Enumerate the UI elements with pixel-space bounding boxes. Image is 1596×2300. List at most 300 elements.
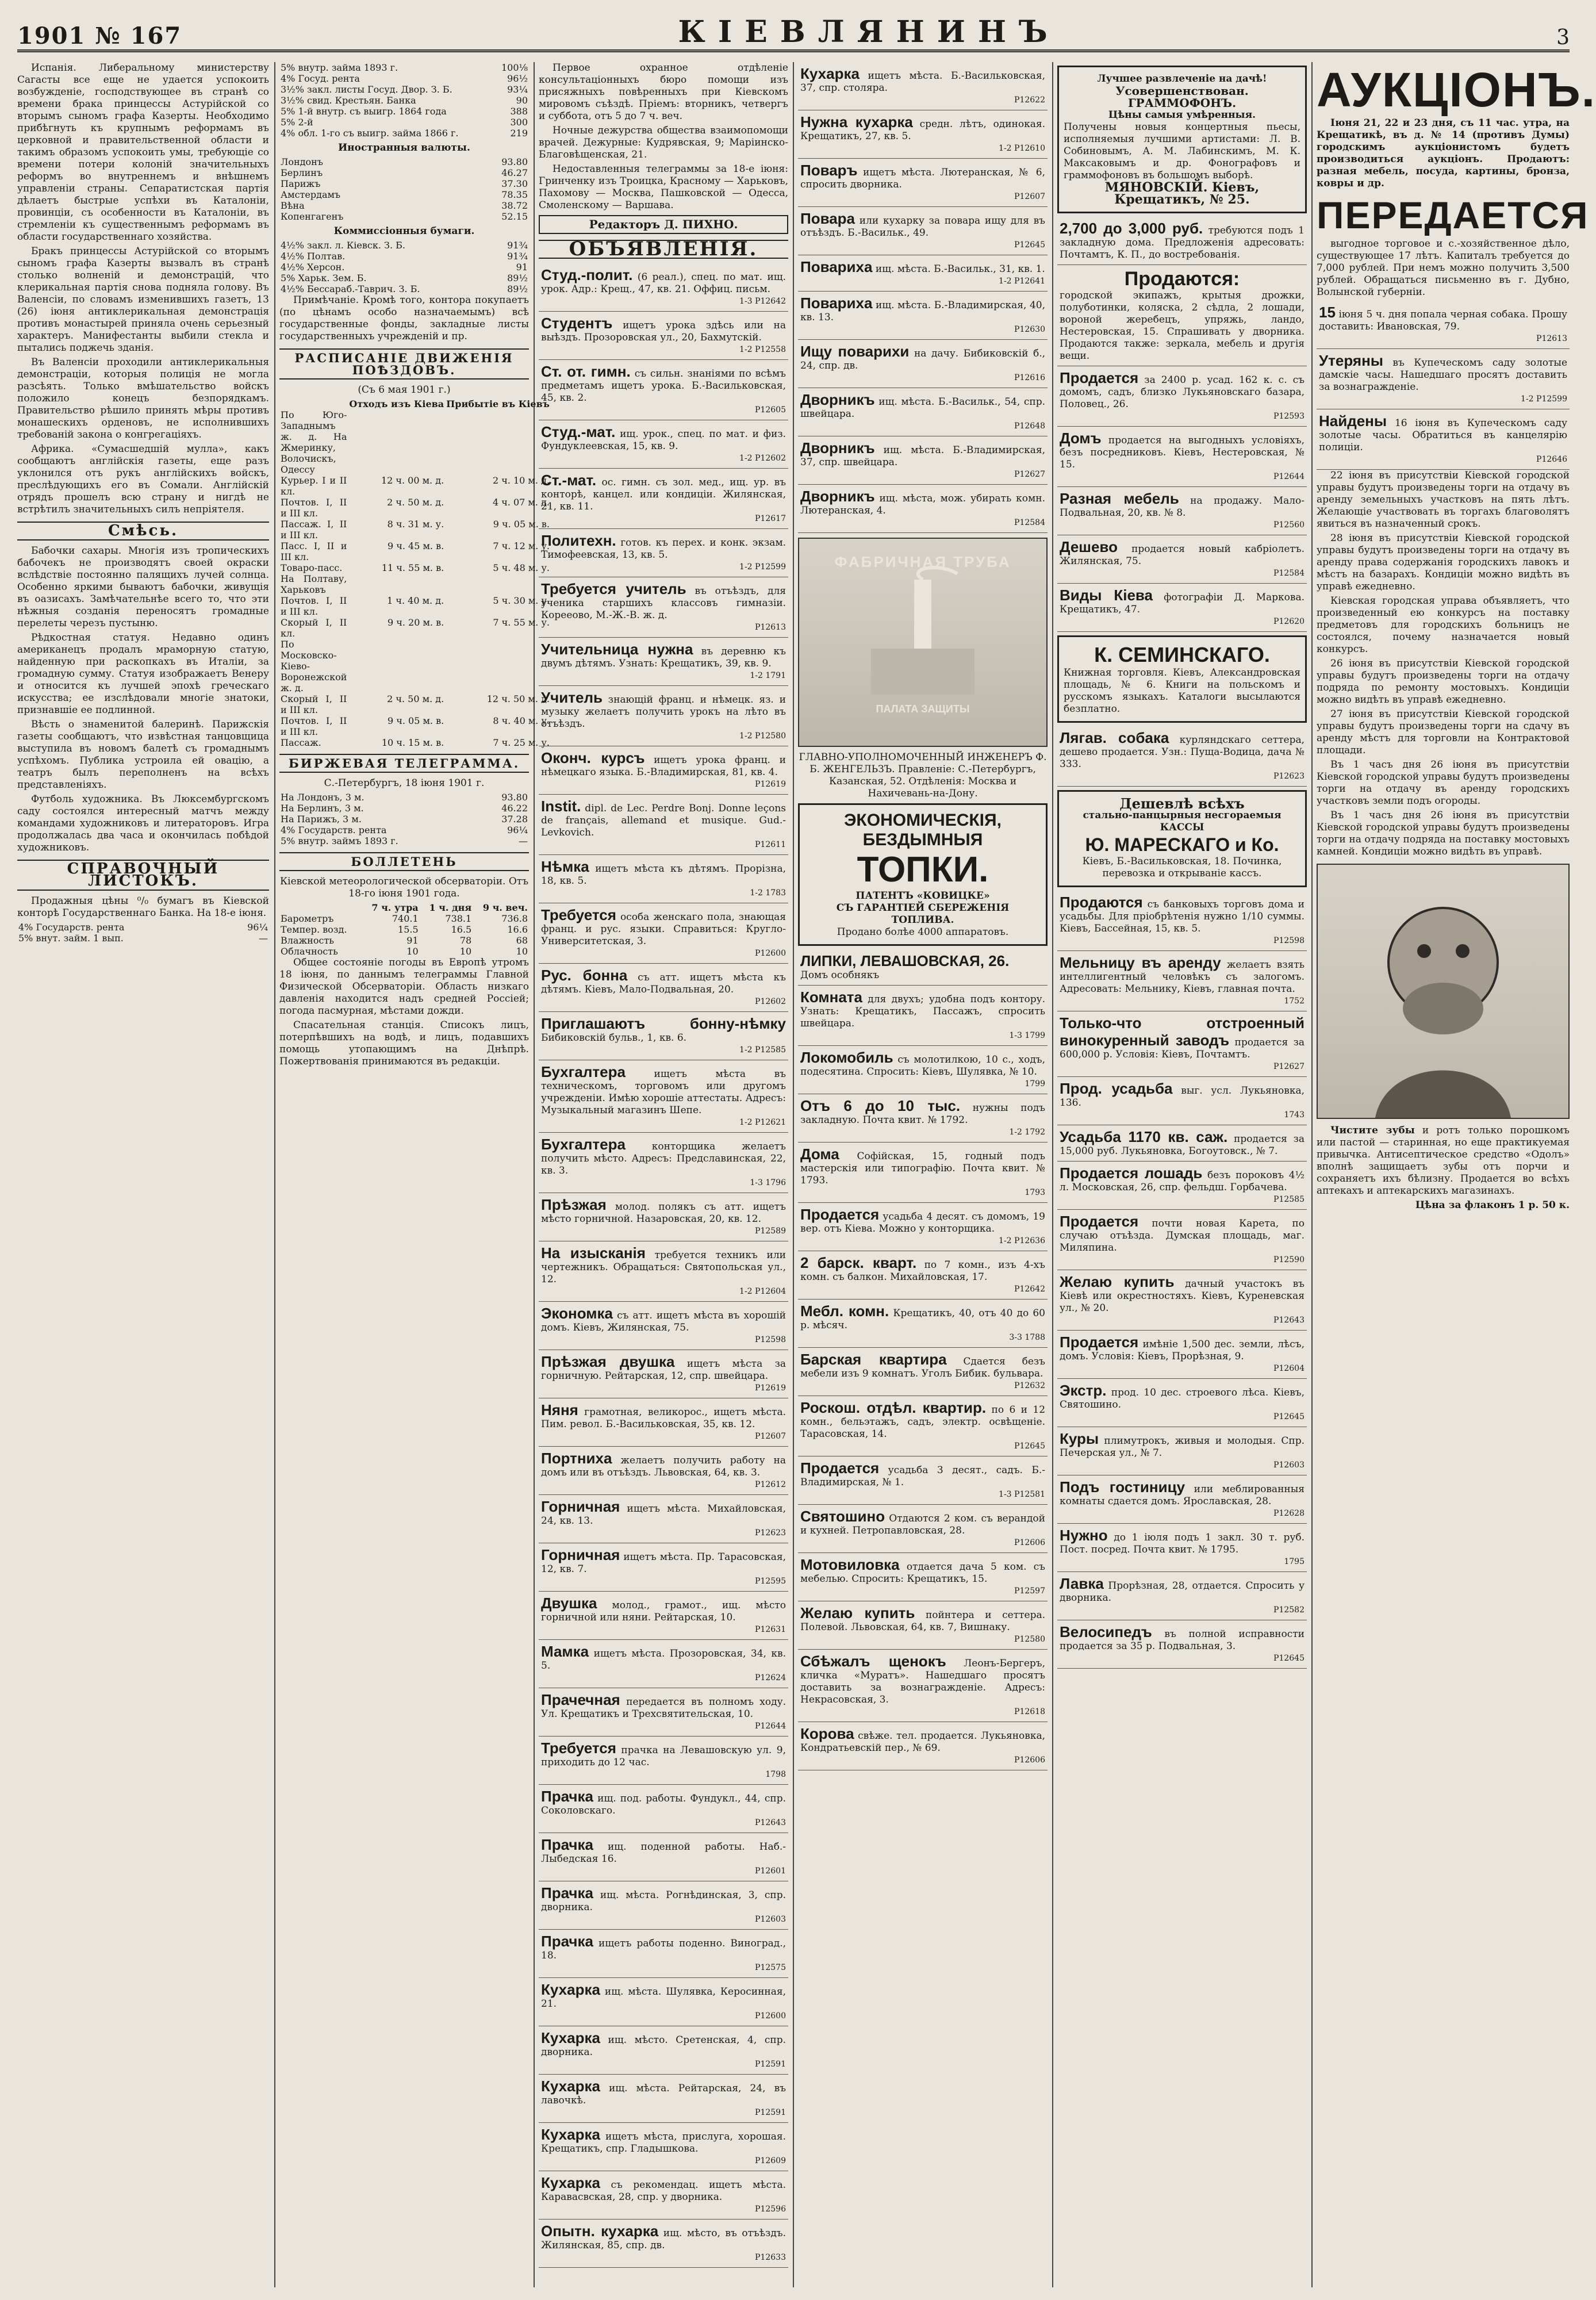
table-cell: Барометръ [281,913,334,924]
note-text: Примѣчаніе. Кромѣ того, контора покупаетъ (по цѣнамъ особо назначаемымъ) всѣ государственные фонды, закладные листы государственныхъ учрежденій и пр. [279,294,529,342]
ad-code: 1-3 Р12581 [999,1490,1045,1499]
ad-code: 1-2 1791 [750,671,786,680]
table-row [279,595,551,617]
ad-code: 1-2 Р12585 [739,1045,786,1055]
ad-code: Р12613 [755,623,786,632]
ad-headline: Велосипедъ [1060,1623,1152,1640]
ad-text: съ сильн. знаніями по всѣмъ предметамъ ищетъ урока. Б.-Васильковская, 45, кв. 2. [541,368,787,404]
classified-ad [539,1640,788,1688]
ad-text: Получены новыя концертныя пьесы, исполняемыя лучшими артистами: Л. В. Собиновымъ, А. М. Лабинскимъ, М. К. Максаковымъ и др. Фонографовъ и граммофоновъ въ большомъ выборѣ. [1064,121,1300,181]
table-cell: 96¼ [247,922,268,933]
ad-code: 1-2 Р12599 [739,562,786,572]
table-header-cell [279,398,348,409]
classified-ad [539,746,788,795]
table-cell: Пассаж. [281,737,321,748]
classified-ad [539,1447,788,1495]
ad-code: Р12644 [755,1722,786,1731]
ad-text: Леонъ-Бергеръ, кличка «Муратъ». Нашедшаго просятъ доставить за вознагражденіе. Адресъ: Некрасовская, 3. [800,1658,1045,1705]
ad-headline: Разная мебель [1060,490,1179,507]
ad-text: ищ. мѣсто, въ отъѣздъ. Жилянская, 85, спр. дв. [541,2228,787,2251]
ad-text: 16 іюня въ Купеческомъ саду золотые часы. Обратиться въ канцелярію полиціи. [1319,417,1567,453]
classified-ad [798,949,1048,986]
table-row [279,167,529,178]
ad-text: усадьба 4 десят. съ домомъ, 19 вер. отъ Кіева. Можно у конторщика. [800,1211,1046,1235]
table-cell: 100⅛ [501,62,528,73]
column-2 [279,62,550,2282]
ad-code: Р12619 [755,780,786,789]
classified-ad [1057,584,1307,632]
table-title: Иностранныя валюты. [338,142,470,154]
ad-headline: Кухарка [800,65,860,82]
classified-ad [539,2123,788,2171]
ad-code: 1743 [1284,1110,1305,1120]
column-rule [534,62,535,2287]
ad-text: стально-панцырныя несгораемыя КАССЫ [1083,810,1282,833]
table-header-cell: 7 ч. утра [371,902,419,913]
ad-text: требуется техникъ или чертежникъ. Обращаться: Святопольская ул., 12. [541,1249,787,1285]
ad-code: Р12644 [1273,472,1305,481]
ad-code: Р12617 [755,514,786,523]
article-paragraph: Бабочки сахары. Многія изъ тропическихъ бабочекъ не производятъ своей окраски вслѣдствіе постоянно палящихъ лучей солнца. Особенно яркими бываютъ бабочки, живущія въ оазисахъ. Замѣчательнѣе всего то, что эти нѣжныя созданія переносятъ громадные перелеты черезъ пустыню. [17,545,269,629]
city-notices [1317,470,1570,858]
ad-code: 1799 [1025,1079,1045,1088]
table-cell: На Полтаву, Харьковъ [281,573,347,595]
ad-headline: Дешевлѣ всѣхъ [1119,795,1245,812]
ad-code: Р12624 [755,1673,786,1682]
table-cell: 38.72 [501,200,528,211]
ad-code: 1-2 1783 [750,888,786,898]
man-portrait-illustration [1317,864,1570,1119]
ad-text: ищ. мѣста. Рейтарская, 24, въ лавочкѣ. [541,2083,786,2106]
auction-headline: АУКЦІОНЪ. [1317,63,1596,117]
ad-code: Р12646 [1536,455,1567,464]
table-cell: 4% Госуд. рента [281,73,360,84]
classified-ad [798,1046,1048,1094]
notice-paragraph: Въ 1 часъ дня 26 іюня въ присутствіи Кіевской городской управы будутъ произведены торги на отдачу подряда на поставку мостовыхъ камней. Кондиціи можно видѣть въ управѣ. [1317,810,1570,857]
ad-code: Р12627 [1273,1062,1305,1071]
ad-text: прачка на Левашовскую ул. 9, приходить до 12 час. [541,1745,787,1768]
table-cell: 388 [510,106,528,117]
ad-code: Р12575 [755,1963,786,1972]
table-cell: 9 ч. 45 м. в. [388,540,444,551]
classified-ad [798,986,1048,1046]
ad-text: курляндскаго сеттера, дешево продается. Узн.: Пуща-Водица, дача № 333. [1060,734,1305,770]
classified-ad [1057,951,1307,1011]
ad-headline: Повара [800,210,855,227]
ad-code: Р12609 [755,2156,786,2165]
ad-headline: К. СЕМИНСКАГО. [1094,643,1270,666]
ad-headline: ЭКОНОМИЧЕСКІЯ, БЕЗДЫМНЫЯ [844,811,1002,849]
table-cell: 2 ч. 10 м. д. [492,475,550,486]
classified-ad [798,1456,1048,1505]
table-cell: 5% 1-й внутр. съ выигр. 1864 года [281,106,447,117]
table-cell: Темпер. возд. [281,924,347,935]
ad-headline: Повариха [800,258,873,275]
ad-text: ищ. мѣста, мож. убирать комн. Лютеранская, 4. [800,493,1045,516]
ad-headline: ТОПКИ. [857,850,989,890]
ad-text: въ полной исправности продается за 35 р. Подвальная, 3. [1060,1628,1305,1652]
notice-paragraph: 22 іюня въ присутствіи Кіевской городской управы будутъ произведены торги на отдачу въ аренду земельныхъ участковъ на пять лѣтъ. Желающіе участвовать въ торгахъ благоволятъ явиться въ назначенный срокъ. [1317,470,1570,530]
section-subtitle: Кіевской метеорологической обсерваторіи. Отъ 18-го іюня 1901 года. [279,876,529,899]
ad-headline: Приглашаютъ бонну-нѣмку [541,1015,786,1032]
table-cell [445,573,551,595]
article-paragraph: Спасательная станція. Списокъ лицъ, потерпѣвшихъ на водѣ, и лицъ, подавшихъ помощь утопающимъ на Днѣпрѣ. Пожертвованія принимаются въ редакціи. [279,1019,529,1067]
ad-text: плимутрокъ, живыя и молодыя. Спр. Печерская ул., № 7. [1060,1435,1305,1459]
table-cell: 10 [406,946,419,957]
classified-ad [798,436,1048,485]
ad-text: ос. гимн. съ зол. мед., ищ. ур. въ конторѣ, канцел. или кондиціи. Жилянская, 21, кв. 11. [541,477,786,512]
ad-headline: На изысканія [541,1244,646,1262]
table-cell: 91¾ [507,251,528,262]
table-cell: Облачность [281,946,338,957]
table-cell: На Парижъ, 3 м. [281,814,362,825]
table-cell: 4% обл. 1-го съ выигр. займа 1866 г. [281,128,459,139]
ad-text: готов. къ перех. и конк. экзам. Тимофеевская, 13, кв. 5. [541,537,786,561]
ad-code: Р12582 [1273,1605,1305,1615]
classified-ad [539,2220,788,2268]
table-row [279,946,529,957]
table-cell: Амстердамъ [281,189,341,200]
ad-code: 1-3 Р12642 [739,297,786,306]
ad-code: 1-2 Р12599 [1521,394,1567,404]
ad-text: съ молотилкою, 10 с., ходъ, подесятина. Спросить: Кіевъ, Шулявка, № 10. [800,1054,1046,1078]
ad-code: Р12605 [755,405,786,415]
classified-ad [798,1251,1048,1300]
ad-headline: Кухарка [541,2126,600,2143]
table-cell: 10 [459,946,472,957]
table-cell: 11 ч. 55 м. в. [381,562,444,573]
classified-ad [798,485,1048,533]
ad-text: по 6 и 12 комн., бельэтажъ, садъ, электр. освѣщеніе. Тарасовская, 14. [800,1404,1046,1440]
classified-ad [1057,1620,1307,1669]
ad-text: пойнтера и сеттера. Полевой. Львовская, 64, кв. 7, Вишнаку. [800,1609,1045,1633]
ad-headline: Кухарка [541,2029,600,2046]
ad-text: Крещатикъ, 40, отъ 40 до 60 р. мѣсяч. [800,1308,1045,1331]
table-row [279,913,529,924]
table-cell [348,639,445,693]
ad-code: 1-2 Р12610 [999,144,1045,153]
table-cell: На Берлинъ, 3 м. [281,803,364,814]
ad-headline: Прачечная [541,1691,620,1708]
ad-code: Р12595 [755,1577,786,1586]
table-cell: Лондонъ [281,156,323,167]
table-cell: 8 ч. 31 м. у. [387,519,444,530]
table-row [279,273,529,283]
classified-ad [539,964,788,1012]
table-row [279,251,529,262]
ad-headline: Кухарка [541,2174,600,2191]
table-row [279,803,529,814]
classified-ad [798,1396,1048,1456]
ad-text: усадьба 3 десят., садъ. Б.-Владимирская, № 1. [800,1465,1045,1488]
ad-code: Р12598 [1273,936,1305,945]
ad-headline: Студ.-полит. [541,266,633,283]
ad-text: ищетъ мѣста. Михайловская, 24, кв. 13. [541,1503,786,1527]
ad-text: и ротъ только порошкомъ или пастой — старинная, но еще практикуемая привычка. Антисептическое средство «Одолъ» вполнѣ защищаетъ зубы отъ порчи и сохраняетъ ихъ бѣлизну. Продается во всѣхъ аптекахъ и аптекарскихъ магазинахъ. [1317,1125,1570,1197]
classified-ad [539,360,788,420]
classified-ad [539,1060,788,1133]
ad-headline: Локомобиль [800,1049,893,1066]
ad-code: Р12643 [1273,1316,1305,1325]
classified-ads [1317,301,1570,470]
ad-text: ищетъ мѣста. Лютеранская, № 6, спросить дворника. [800,167,1046,190]
ad-text: съ атт. ищетъ мѣста къ дѣтямъ. Кіевъ, Мало-Подвальная, 20. [541,972,787,995]
classified-ad [1057,1210,1307,1270]
ad-headline: Горничная [541,1498,620,1515]
article-paragraph: Бракъ принцессы Астурійской со вторымъ сыномъ графа Казерты вызвалъ въ странѣ столько волненій и демонстрацій, что клерикальная партія снова подняла голову. Въ Валенсіи, по словамъ изменившихъ газетъ, 13 (26) іюня антиклерикальная демонстрація противъ монастырей приняла очень серьезный характеръ. Манифестанты выбили стекла и пытались поджечь зданія. [17,246,269,354]
ad-text: отдается дача 5 ком. съ мебелью. Спросить: Крещатикъ, 15. [800,1561,1045,1585]
notice-paragraph: 28 іюня въ присутствіи Кіевской городской управы будутъ произведены торги на отдачу въ аренду права содержанія городскихъ лавокъ и мѣстъ на базарахъ. Кондиціи можно видѣть въ управѣ ежедневно. [1317,532,1570,592]
ad-headline: Мебл. комн. [800,1302,889,1320]
ad-text: свѣже. тел. продается. Лукьяновка, Кондратьевскій пер., № 69. [800,1730,1045,1754]
classified-ad [539,1398,788,1447]
table-row [279,573,551,595]
ad-code: Р12645 [1014,240,1045,250]
ad-headline: Кухарка [541,1981,600,1998]
table-cell: Почтов. I, II и III кл. [281,497,347,519]
ad-headline: 2 барск. кварт. [800,1254,917,1271]
table-row [279,178,529,189]
ad-text: ищетъ мѣста. Пр. Тарасовская, 12, кв. 7. [541,1551,786,1575]
ad-text: ищетъ мѣста. Б.-Васильковская, 37, спр. столяра. [800,70,1046,94]
classified-ad [798,292,1048,340]
ad-text: ищетъ урока франц. и нѣмецкаго языка. Б.-Владимирская, 81, кв. 4. [541,754,786,778]
ad-headline: Бухгалтера [541,1063,626,1080]
classified-ad [539,312,788,360]
ad-code: 1-3 1799 [1009,1031,1045,1040]
table-row [279,835,529,846]
ad-text: молод. полякъ съ атт. ищетъ мѣсто горничной. Назаровская, 20, кв. 12. [541,1201,786,1225]
table-cell: 7 ч. 12 м. у. [493,540,550,551]
ad-code: Р12580 [1014,1635,1045,1644]
ad-headline: 2,700 до 3,000 руб. [1060,220,1203,237]
notice-paragraph: Въ 1 часъ дня 26 іюня въ присутствіи Кіевской городской управы будутъ произведены торги на отдачу въ аренду городскихъ участковъ земли подъ огороды. [1317,759,1570,807]
ad-code: Р12601 [755,1866,786,1876]
ad-text: на дачу. Бибиковскій б., 24, спр. дв. [800,348,1046,371]
table-cell: 4½% Херсон. [281,262,345,273]
ad-headline: Учитель [541,689,603,706]
ad-text: продается на выгодныхъ условіяхъ, безъ посредниковъ. Кіевъ, Нестеровская, № 15. [1060,435,1305,470]
ad-headline: Повариха [800,294,873,312]
ad-text: дачный участокъ въ Кіевѣ или окрестностяхъ. Кіевъ, Куреневская ул., № 20. [1060,1278,1305,1314]
ad-code: Р12619 [755,1383,786,1393]
column-1 [17,62,269,2282]
ad-headline: Роскош. отдѣл. квартир. [800,1399,987,1416]
ad-text: особа женскаго пола, знающая франц. и рус. языки. Справиться: Кругло-Университетская, 3. [541,911,787,947]
classified-ad [1057,1379,1307,1427]
table-row [279,693,551,715]
ad-code: Р12622 [1014,95,1045,105]
ad-text: Книжная торговля. Кіевъ, Александровская площадь, № 6. Книги на польскомъ и русскомъ языкахъ. Каталоги высылаются безплатно. [1064,667,1300,715]
ad-text: продается за 15,000 руб. Лукьяновка, Богоутовск., № 7. [1060,1133,1305,1157]
section-title: БИРЖЕВАЯ ТЕЛЕГРАММА. [279,754,529,773]
table-cell: 4% Государств. рента [281,825,387,835]
table-cell: 10 [516,946,528,957]
ad-headline: Продаются [1060,894,1143,911]
ad-text: грамотная, великорос., ищетъ мѣста. Пим. револ. Б.-Васильковская, 35, кв. 12. [541,1406,786,1430]
ad-code: Р12645 [1273,1412,1305,1421]
ad-code: Р12585 [1273,1195,1305,1204]
issue-number: 1901 № 167 [17,22,182,49]
classified-ad [798,1650,1048,1722]
ad-code: Р12604 [1273,1364,1305,1373]
table-cell: 4% Государств. рента [18,922,125,933]
classified-ad [539,1978,788,2026]
table-cell: 16.5 [451,924,472,935]
table-header-cell [279,902,361,913]
topki-advertisement [798,803,1048,946]
table-cell: 52.15 [501,211,528,222]
classified-ad [539,529,788,577]
ad-headline: Учительница нужна [541,641,693,658]
table-cell: Скорый I, II кл. [281,617,347,639]
classified-ad [798,1143,1048,1203]
ad-headline: Отъ 6 до 10 тыс. [800,1097,961,1114]
table-row [279,562,551,573]
ad-code: Р12584 [1014,518,1045,527]
ad-headline: Экономка [541,1305,613,1322]
ad-price: Цѣна за флаконъ 1 р. 50 к. [1415,1199,1570,1211]
ad-headline: Продается [1060,369,1139,386]
classified-ads [1057,1162,1307,1669]
table-cell: 10 ч. 15 м. в. [381,737,444,748]
table-header-cell: Прибытіе въ Кіевъ [446,398,550,409]
table-cell: 3½% закл. листы Госуд. Двор. З. Б. [281,84,452,95]
table-cell: По Юго-Западнымъ ж. д. На Жмеринку, Волочискъ, Одессу [281,409,347,475]
chimney-icon [837,568,1009,700]
classified-ad [539,1930,788,1978]
classified-ad [539,855,788,903]
table-cell: Почтов. I, II и III кл. [281,715,347,737]
table-cell: 37.30 [501,178,528,189]
ad-headline: Куры [1060,1430,1099,1447]
table-cell: 9 ч. 05 м. в. [388,715,444,726]
table-row [279,240,529,251]
table-cell: 5 ч. 48 м. у. [493,562,550,573]
classified-ad [1057,1077,1307,1125]
ad-text: Сдается безъ мебели изъ 9 комнатъ. Уголъ Бибик. бульвара. [800,1356,1045,1379]
ad-text: прод. 10 дес. строевого лѣса. Кіевъ, Святошино. [1060,1387,1305,1410]
commission-table [279,240,529,294]
ad-headline: Требуется учитель [541,580,686,597]
classified-ad [1057,1011,1307,1077]
classified-ad [539,686,788,746]
ad-code: Р12606 [1014,1755,1045,1765]
ad-code: Р12613 [1536,334,1567,343]
ad-headline: Найдены [1319,412,1387,430]
classified-ad [539,420,788,469]
ad-text: ищ. мѣста. Шулявка, Керосинная, 21. [541,1986,787,2010]
ad-headline: Мотовиловка [800,1556,900,1573]
ad-headline: Прѣзжая [541,1196,607,1213]
table-cell: 93.80 [501,792,528,803]
ad-text: Кіевъ, Б.-Васильковская, 18. Починка, перевозка и открываніе кассъ. [1082,856,1282,879]
ad-headline: Чистите зубы [1330,1125,1415,1136]
ad-headline: Поваръ [800,162,858,179]
classified-ad [1057,427,1307,487]
table-cell [445,409,551,475]
table-cell: Копенгагенъ [281,211,344,222]
table-cell: 738.1 [445,913,472,924]
ad-text: Софійская, 15, годный подъ мастерскія или типографію. Почта квит. № 1793. [800,1151,1046,1186]
ad-headline: Дворникъ [800,488,875,505]
classified-ad [539,577,788,638]
section-title: РАСПИСАНІЕ ДВИЖЕНІЯ ПОѢЗДОВЪ. [279,348,529,379]
table-row [17,933,269,944]
ad-text: ищ. мѣста. Б.-Васильк., 54, спр. швейцара. [800,396,1046,420]
classified-ad [1057,1331,1307,1379]
telegram-table [279,792,529,846]
ad-text: съ банковыхъ торговъ дома и усадьбы. Для пріобрѣтенія нужно 1/10 суммы. Кіевъ, Бассейная, 15, кв. 5. [1060,899,1305,934]
ad-headline: Продаются: [1124,268,1240,290]
classified-ad [1317,301,1570,349]
classified-ad [1317,349,1570,409]
ad-code: Р12628 [1273,1509,1305,1518]
notice-paragraph: Кіевская городская управа объявляетъ, что произведенный ею конкурсъ на поставку предметовъ для городскихъ больницъ не состоялся, почему назначается новый конкурсъ. [1317,595,1570,655]
classified-ad [539,638,788,686]
column-3 [539,62,788,2282]
classified-ad [1317,409,1570,470]
ad-headline: Экстр. [1060,1382,1107,1399]
table-cell: Влажность [281,935,334,946]
classified-ad [539,1193,788,1241]
classified-ad [1057,487,1307,535]
table-header-cell: 9 ч. веч. [482,902,528,913]
ad-headline: Желаю купить [800,1604,915,1621]
ad-code: Р12590 [1273,1255,1305,1264]
table-row [279,924,529,935]
classified-ad [798,1722,1048,1770]
ad-code: Р12607 [755,1432,786,1441]
classified-ad [798,255,1048,292]
ad-text: іюня 5 ч. дня попала черная собака. Прошу доставить: Ивановская, 79. [1319,309,1568,332]
ad-code: Р12589 [755,1226,786,1236]
table-row [279,84,529,95]
table-cell: 96½ [507,73,528,84]
ad-text: безъ пороковъ 4½ л. Московская, 26, спр. фельдш. Горбачева. [1060,1170,1305,1193]
table-cell: 78 [459,935,472,946]
ad-text: выгодное торговое и с.-хозяйственное дѣло, существующее 17 лѣтъ. Капиталъ требуется до 7,000 рублей. При немъ можно получить 3,500 рублей. Обращаться письменно въ г. Дубно, Волынской губерніи. [1317,238,1570,298]
notice-paragraph: 26 іюня въ присутствіи Кіевской городской управы будутъ произведены торги на отдачу подряда по ремонту мостовыхъ. Кондиціи можно видѣть въ управѣ ежедневно. [1317,658,1570,706]
ad-headline: Прачка [541,1884,593,1902]
ad-code: Р12602 [755,997,786,1006]
bookshop-advertisement [1057,635,1307,723]
ad-headline: Дома [800,1145,839,1163]
table-row [279,935,529,946]
news-item: Ночные дежурства общества взаимопомощи врачей. Дежурные: Кудрявская, 9; Маріинско-Благовѣщенская, 21. [539,125,788,160]
ad-headline: Продается [1060,1213,1139,1230]
ad-code: Р12620 [1273,617,1305,626]
ad-text: или кухарку за повара ищу для въ отъѣздъ. Б.-Васильк., 49. [800,215,1045,239]
ad-code: Р12603 [755,1915,786,1924]
ad-headline: Горничная [541,1546,620,1563]
ad-headline: 15 [1319,304,1336,321]
ad-headline: Няня [541,1401,578,1419]
table-cell [445,639,551,693]
table-cell: 96¼ [507,825,528,835]
exchange-table [279,156,529,222]
column-5 [1057,62,1307,2282]
classified-ad [539,1012,788,1060]
table-cell [348,409,445,475]
ad-code: Р12600 [755,2011,786,2021]
table-row [279,519,551,540]
ad-headline: Нужна кухарка [800,113,913,131]
ad-headline: Рус. бонна [541,967,628,984]
classified-ad [539,1785,788,1833]
classified-ad [539,2075,788,2123]
ad-headline: Лавка [1060,1575,1104,1592]
